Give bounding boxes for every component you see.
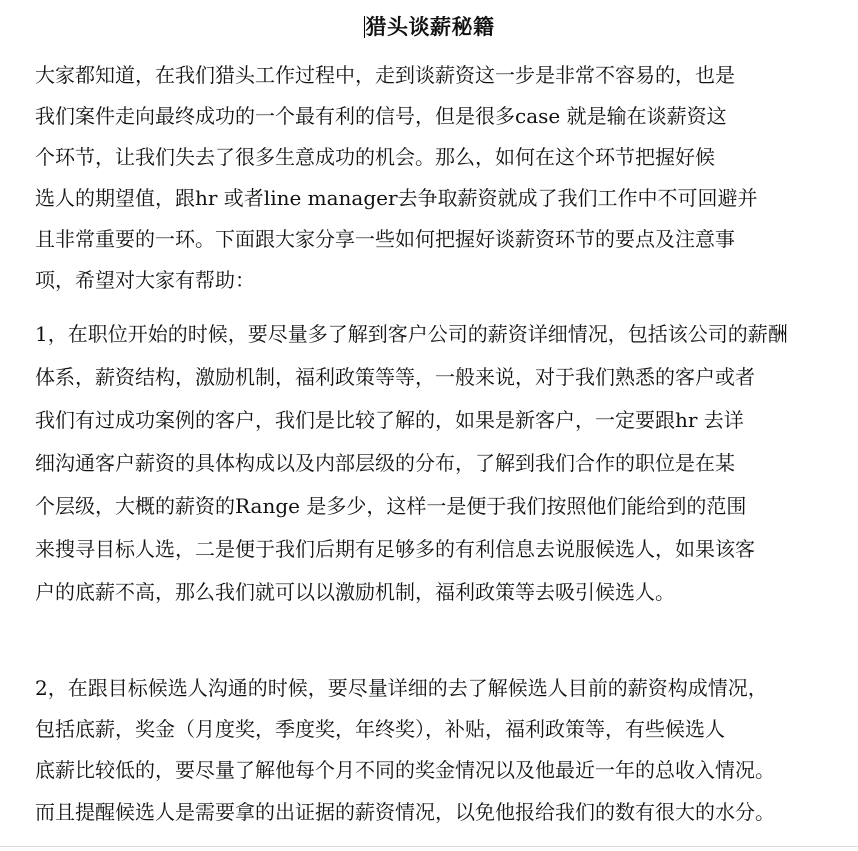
point2-line-1: 2，在跟目标候选人沟通的时候，要尽量详细的去了解候选人目前的薪资构成情况， [35,676,768,700]
point2-line-3: 底薪比较低的，要尽量了解他每个月不同的奖金情况以及他最近一年的总收入情况。 [35,758,775,782]
page-bottom-divider [0,846,858,847]
intro-line-2: 我们案件走向最终成功的一个最有利的信号，但是很多case 就是输在谈薪资这 [35,104,727,128]
point1-line-6: 来搜寻目标人选，二是便于我们后期有足够多的有利信息去说服候选人，如果该客 [35,537,755,561]
point1-line-7: 户的底薪不高，那么我们就可以以激励机制，福利政策等去吸引候选人。 [35,580,675,604]
intro-line-5: 且非常重要的一环。下面跟大家分享一些如何把握好谈薪资环节的要点及注意事 [35,227,735,251]
intro-line-1: 大家都知道，在我们猎头工作过程中，走到谈薪资这一步是非常不容易的，也是 [35,63,735,87]
point1-line-5: 个层级，大概的薪资的Range 是多少，这样一是便于我们按照他们能给到的范围 [35,494,747,518]
point1-line-4: 细沟通客户薪资的具体构成以及内部层级的分布，了解到我们合作的职位是在某 [35,451,735,475]
point1-line-2: 体系，薪资结构，激励机制，福利政策等等，一般来说，对于我们熟悉的客户或者 [35,365,755,389]
point2-line-2: 包括底薪，奖金（月度奖，季度奖，年终奖），补贴，福利政策等，有些候选人 [35,717,725,741]
document-title: 猎头谈薪秘籍 [365,14,495,39]
point2-line-4: 而且提醒候选人是需要拿的出证据的薪资情况，以免他报给我们的数有很大的水分。 [35,800,775,824]
intro-line-4: 选人的期望值，跟hr 或者line manager去争取薪资就成了我们工作中不可回避并 [35,186,758,210]
intro-line-6: 项，希望对大家有帮助： [35,268,255,292]
intro-line-3: 个环节，让我们失去了很多生意成功的机会。那么，如何在这个环节把握好候 [35,145,715,169]
point1-line-1: 1，在职位开始的时候，要尽量多了解到客户公司的薪资详细情况，包括该公司的薪酬 [35,322,788,346]
point1-line-3: 我们有过成功案例的客户，我们是比较了解的，如果是新客户，一定要跟hr 去详 [35,408,744,432]
document-title-row [0,10,858,44]
text-cursor [364,16,365,38]
